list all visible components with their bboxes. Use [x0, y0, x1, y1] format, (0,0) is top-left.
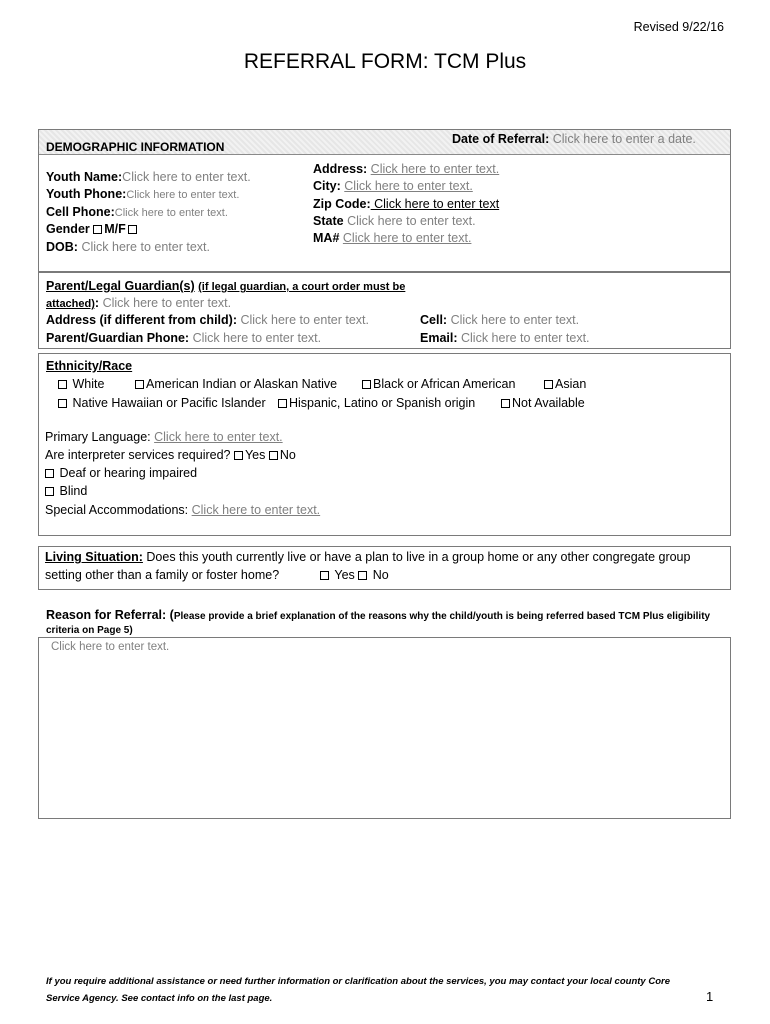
american-indian-checkbox[interactable]	[135, 380, 144, 389]
ma-label: MA#	[313, 231, 340, 245]
hispanic-checkbox[interactable]	[278, 399, 287, 408]
page-title: REFERRAL FORM: TCM Plus	[243, 50, 527, 73]
youth-name-label: Youth Name:	[46, 170, 123, 184]
guardian-address-field[interactable]: Click here to enter text.	[240, 313, 369, 327]
gender-options: M/F	[104, 222, 126, 236]
reason-field-placeholder[interactable]: Click here to enter text.	[51, 641, 170, 653]
black-checkbox[interactable]	[362, 380, 371, 389]
date-of-referral-field[interactable]: Click here to enter a date.	[552, 132, 696, 146]
primary-language-row	[45, 429, 283, 445]
blind-label: Blind	[59, 484, 88, 498]
guardian-email-row	[420, 330, 590, 346]
reason-paren: (	[169, 608, 174, 622]
youth-phone-label: Youth Phone:	[46, 187, 127, 201]
living-situation-line2	[45, 567, 389, 583]
guardian-colon: :	[94, 296, 100, 310]
living-situation-question: Does this youth currently live or have a plan to live in a group home or any other congregate group	[142, 550, 691, 564]
dob-label: DOB:	[46, 240, 78, 254]
guardian-email-label: Email:	[420, 331, 458, 345]
guardian-cell-row	[420, 312, 579, 328]
ethnicity-black	[362, 376, 515, 392]
youth-name-row	[46, 169, 251, 185]
blind-row	[45, 483, 87, 499]
interpreter-row	[45, 447, 296, 463]
city-row	[313, 178, 473, 194]
ethnicity-not-available	[501, 395, 585, 411]
primary-language-field[interactable]: Click here to enter text.	[154, 430, 283, 444]
interpreter-no-checkbox[interactable]	[269, 451, 278, 460]
city-field[interactable]: Click here to enter text.	[344, 179, 473, 193]
guardian-label: Parent/Legal Guardian(s)	[46, 279, 195, 293]
page-number: 1	[706, 989, 714, 1004]
deaf-checkbox[interactable]	[45, 469, 54, 478]
living-no-label: No	[372, 568, 389, 582]
guardian-name-field[interactable]: Click here to enter text.	[102, 296, 232, 310]
special-accommodations-label: Special Accommodations:	[45, 503, 189, 517]
living-situation-line1	[45, 549, 690, 565]
footer-note-line1: If you require additional assistance or need further information or clarification about the services, you may contact your local county Core	[46, 976, 670, 987]
demographic-title: DEMOGRAPHIC INFORMATION	[46, 140, 225, 154]
zip-label: Zip Code:	[313, 197, 371, 211]
revised-date: Revised 9/22/16	[633, 20, 724, 34]
guardian-label-row	[46, 278, 405, 295]
date-of-referral	[452, 131, 696, 147]
primary-language-label: Primary Language:	[45, 430, 151, 444]
guardian-note: (if legal guardian, a court order must be	[198, 281, 406, 293]
guardian-phone-field[interactable]: Click here to enter text.	[192, 331, 322, 345]
state-field[interactable]: Click here to enter text.	[347, 214, 476, 228]
interpreter-yes-label: Yes	[244, 448, 266, 462]
ethnicity-label: Ethnicity/Race	[46, 359, 133, 373]
black-label: Black or African American	[373, 377, 516, 391]
ma-field[interactable]: Click here to enter text.	[342, 231, 472, 245]
asian-checkbox[interactable]	[544, 380, 553, 389]
cell-phone-label: Cell Phone:	[46, 205, 115, 219]
city-label: City:	[313, 179, 341, 193]
interpreter-yes-checkbox[interactable]	[234, 451, 243, 460]
youth-name-field[interactable]: Click here to enter text.	[122, 170, 251, 184]
american-indian-label: American Indian or Alaskan Native	[146, 377, 338, 391]
address-label: Address:	[313, 162, 368, 176]
zip-field[interactable]: Click here to enter text	[370, 197, 500, 211]
reason-label-row	[46, 607, 710, 625]
ethnicity-asian	[544, 376, 586, 392]
living-yes-checkbox[interactable]	[320, 571, 329, 580]
reason-textarea[interactable]	[38, 637, 731, 819]
address-row	[313, 161, 499, 177]
asian-label: Asian	[555, 377, 587, 391]
state-label: State	[313, 214, 344, 228]
gender-label: Gender	[46, 222, 90, 236]
footer-note-line2: Service Agency. See contact info on the last page.	[46, 993, 273, 1004]
living-yes-label: Yes	[334, 568, 355, 582]
ethnicity-hawaiian	[58, 395, 266, 411]
ethnicity-white	[58, 376, 104, 392]
guardian-email-field[interactable]: Click here to enter text.	[461, 331, 590, 345]
interpreter-no-label: No	[279, 448, 296, 462]
guardian-address-row	[46, 312, 369, 328]
deaf-row	[45, 465, 197, 481]
guardian-cell-label: Cell:	[420, 313, 448, 327]
gender-row	[46, 221, 139, 237]
reason-label: Reason for Referral:	[46, 608, 167, 622]
guardian-phone-label: Parent/Guardian Phone:	[46, 331, 190, 345]
ethnicity-hispanic	[278, 395, 475, 411]
white-checkbox[interactable]	[58, 380, 67, 389]
living-no-checkbox[interactable]	[358, 571, 367, 580]
state-row	[313, 213, 476, 229]
cell-phone-row	[46, 204, 228, 221]
date-of-referral-label: Date of Referral:	[452, 132, 550, 146]
deaf-label: Deaf or hearing impaired	[59, 466, 198, 480]
youth-phone-field[interactable]: Click here to enter text.	[126, 189, 240, 201]
guardian-address-label: Address (if different from child):	[46, 313, 237, 327]
hispanic-label: Hispanic, Latino or Spanish origin	[289, 396, 476, 410]
blind-checkbox[interactable]	[45, 487, 54, 496]
address-field[interactable]: Click here to enter text.	[370, 162, 500, 176]
white-label: White	[72, 377, 105, 391]
special-accommodations-field[interactable]: Click here to enter text.	[191, 503, 321, 517]
ma-row	[313, 230, 471, 246]
gender-male-checkbox[interactable]	[93, 225, 102, 234]
zip-row	[313, 196, 499, 212]
dob-field[interactable]: Click here to enter text.	[81, 240, 210, 254]
guardian-name-row	[46, 295, 231, 312]
youth-phone-row	[46, 186, 239, 203]
gender-female-checkbox[interactable]	[128, 225, 137, 234]
hawaiian-checkbox[interactable]	[58, 399, 67, 408]
living-situation-question-cont: setting other than a family or foster home?	[45, 568, 280, 582]
cell-phone-field[interactable]: Click here to enter text.	[114, 207, 228, 219]
special-accommodations-row	[45, 502, 320, 518]
not-available-checkbox[interactable]	[501, 399, 510, 408]
living-situation-label: Living Situation:	[45, 550, 143, 564]
guardian-note-cont: attached)	[46, 298, 95, 310]
not-available-label: Not Available	[512, 396, 585, 410]
reason-note: Please provide a brief explanation of the reasons why the child/youth is being referred based TCM Plus eligibility	[173, 611, 711, 622]
hawaiian-label: Native Hawaiian or Pacific Islander	[72, 396, 266, 410]
interpreter-label: Are interpreter services required?	[45, 448, 231, 462]
guardian-phone-row	[46, 330, 321, 346]
reason-note-cont: criteria on Page 5)	[46, 625, 133, 636]
guardian-cell-field[interactable]: Click here to enter text.	[450, 313, 580, 327]
ethnicity-american-indian	[135, 376, 337, 392]
dob-row	[46, 239, 210, 255]
